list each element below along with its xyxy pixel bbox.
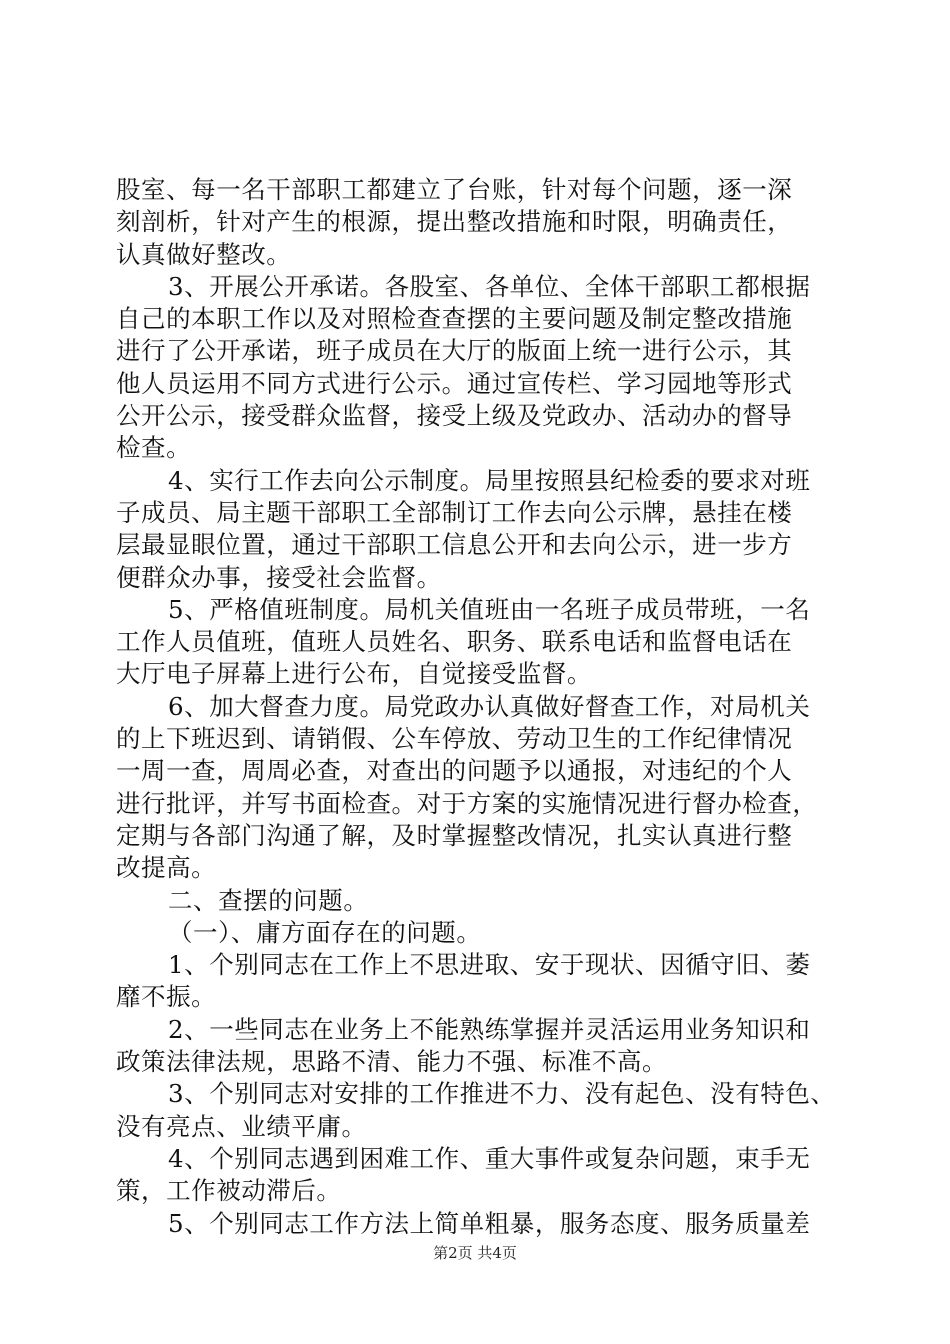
text-line: 他人员运用不同方式进行公示。通过宣传栏、学习园地等形式 <box>116 368 793 398</box>
text-line: 1、个别同志在工作上不思进取、安于现状、因循守旧、萎 <box>168 950 811 980</box>
text-line: 大厅电子屏幕上进行公布，自觉接受监督。 <box>116 659 592 689</box>
text-line: 进行批评，并写书面检查。对于方案的实施情况进行督办检查， <box>116 788 818 818</box>
text-line: 刻剖析，针对产生的根源，提出整改措施和时限，明确责任， <box>116 207 793 237</box>
text-line: 4、实行工作去向公示制度。局里按照县纪检委的要求对班 <box>168 465 811 495</box>
text-line: 工作人员值班，值班人员姓名、职务、联系电话和监督电话在 <box>116 627 793 657</box>
text-line: 策，工作被动滞后。 <box>116 1176 342 1206</box>
text-line: 自己的本职工作以及对照检查查摆的主要问题及制定整改措施 <box>116 304 793 334</box>
text-line: 没有亮点、业绩平庸。 <box>116 1111 367 1141</box>
text-line: 改提高。 <box>116 853 217 883</box>
text-line: 5、严格值班制度。局机关值班由一名班子成员带班，一名 <box>168 594 811 624</box>
text-line: 5、个别同志工作方法上简单粗暴，服务态度、服务质量差 <box>168 1208 811 1238</box>
text-line: 3、个别同志对安排的工作推进不力、没有起色、没有特色、 <box>168 1079 836 1109</box>
text-line: 检查。 <box>116 433 192 463</box>
text-line: 便群众办事，接受社会监督。 <box>116 562 442 592</box>
text-line: 靡不振。 <box>116 982 217 1012</box>
text-line: 3、开展公开承诺。各股室、各单位、全体干部职工都根据 <box>168 271 811 301</box>
text-line: 子成员、局主题干部职工全部制订工作去向公示牌，悬挂在楼 <box>116 497 793 527</box>
page-number-footer: 第2页 共4页 <box>433 1244 517 1262</box>
text-line: （一）、庸方面存在的问题。 <box>168 917 482 947</box>
text-line: 的上下班迟到、请销假、公车停放、劳动卫生的工作纪律情况 <box>116 724 793 754</box>
text-line: 政策法律法规，思路不清、能力不强、标准不高。 <box>116 1047 668 1077</box>
text-line: 股室、每一名干部职工都建立了台账，针对每个问题，逐一深 <box>116 175 793 204</box>
text-line: 进行了公开承诺，班子成员在大厅的版面上统一进行公示，其 <box>116 336 793 366</box>
text-line: 公开公示，接受群众监督，接受上级及党政办、活动办的督导 <box>116 401 793 431</box>
text-line: 认真做好整改。 <box>116 239 292 269</box>
text-line: 2、一些同志在业务上不能熟练掌握并灵活运用业务知识和 <box>168 1014 811 1044</box>
text-line: 6、加大督查力度。局党政办认真做好督查工作，对局机关 <box>168 691 811 721</box>
text-line: 一周一查，周周必查，对查出的问题予以通报，对违纪的个人 <box>116 756 793 786</box>
text-line: 二、查摆的问题。 <box>168 885 369 915</box>
document-body <box>116 174 836 1240</box>
text-line: 定期与各部门沟通了解，及时掌握整改情况，扎实认真进行整 <box>116 820 793 850</box>
text-line: 层最显眼位置，通过干部职工信息公开和去向公示，进一步方 <box>116 530 793 560</box>
text-line: 4、个别同志遇到困难工作、重大事件或复杂问题，束手无 <box>168 1143 811 1173</box>
